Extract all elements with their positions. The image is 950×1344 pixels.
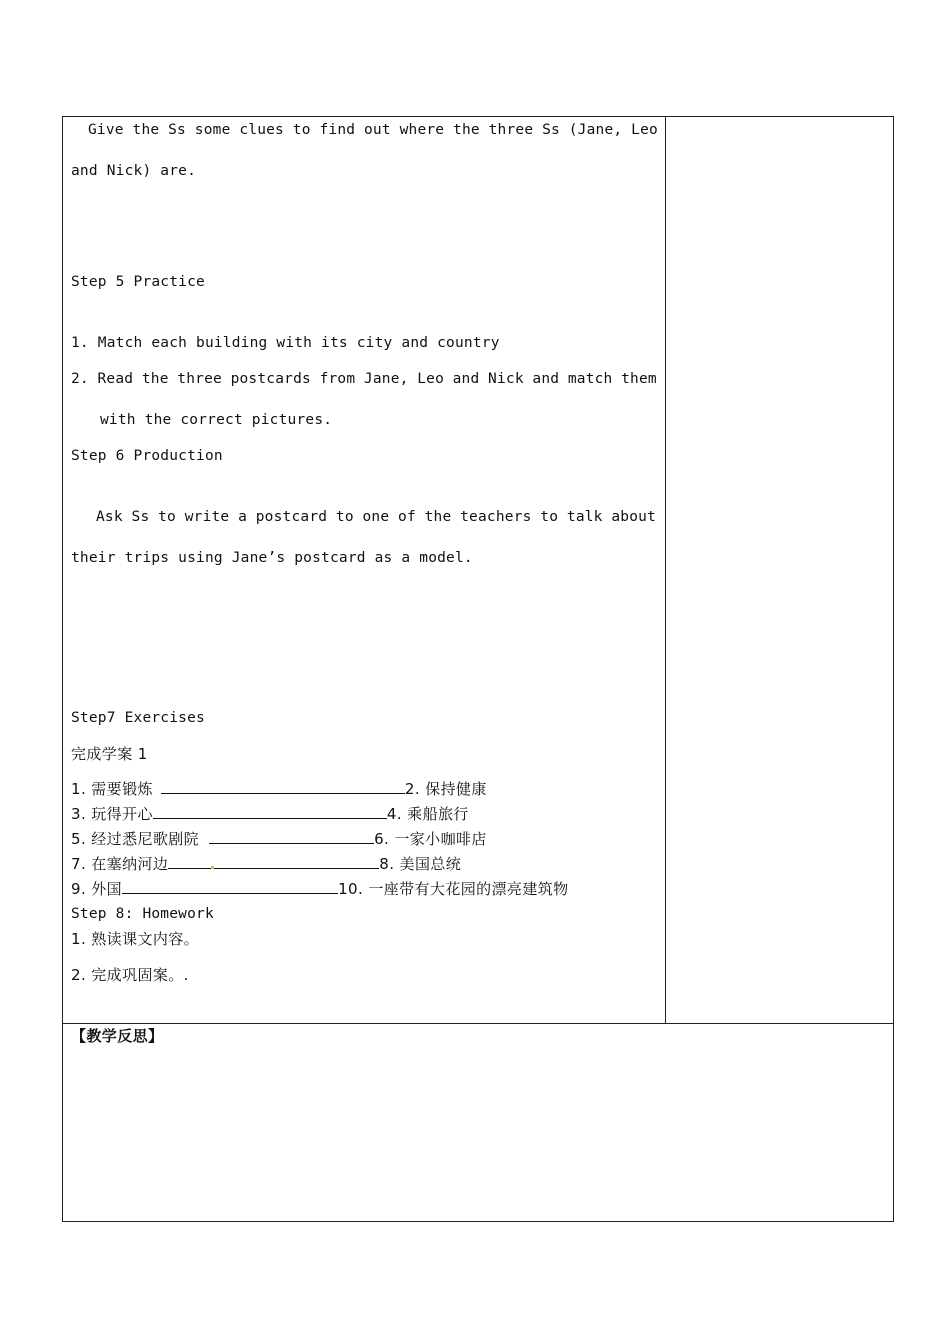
column-divider <box>665 116 666 1024</box>
step7-subtitle: 完成学案 1 <box>71 745 148 763</box>
word: match <box>567 371 613 387</box>
word: them <box>621 371 657 387</box>
word: talk <box>566 509 603 525</box>
step5-item2-line1 <box>71 369 657 389</box>
word: Ss <box>542 122 560 138</box>
word: postcards <box>230 371 311 387</box>
exercise-left: 9. 外国 <box>71 880 123 898</box>
exercise-right: 2. 保持健康 <box>404 780 487 798</box>
word: 2. <box>71 371 89 387</box>
row-divider <box>62 1023 894 1024</box>
word: Ss <box>168 122 186 138</box>
word: Ask <box>96 509 123 525</box>
exercise-row <box>71 804 469 824</box>
word: Give <box>88 122 124 138</box>
word: the <box>132 122 160 138</box>
answer-blank[interactable] <box>209 829 374 844</box>
word: (Jane, <box>568 122 623 138</box>
answer-blank[interactable] <box>122 879 338 894</box>
word: a <box>238 509 248 525</box>
word: some <box>194 122 231 138</box>
word: out <box>363 122 391 138</box>
word: to <box>292 122 311 138</box>
word: three <box>488 122 534 138</box>
exercise-row <box>71 829 487 849</box>
word: to <box>158 509 176 525</box>
word: Ss <box>131 509 150 525</box>
exercise-row <box>71 854 461 874</box>
clues-paragraph-line1 <box>88 120 658 140</box>
exercise-right: 6. 一家小咖啡店 <box>374 830 487 848</box>
word: Jane, <box>363 371 409 387</box>
reflection-title: 【教学反思】 <box>71 1027 164 1045</box>
word: to <box>335 509 354 525</box>
word: the <box>141 371 169 387</box>
word: of <box>398 509 416 525</box>
step5-item1: 1. Match each building with its city and country <box>71 335 500 351</box>
exercise-row <box>71 879 569 899</box>
exercise-right: 8. 美国总统 <box>379 855 462 873</box>
step5-item2-line2: with the correct pictures. <box>100 412 333 428</box>
answer-blank[interactable] <box>161 779 405 794</box>
word: teachers <box>460 509 532 525</box>
step8-title: Step 8: Homework <box>71 906 214 922</box>
exercise-left: 7. 在塞纳河边 <box>71 855 169 873</box>
word: from <box>319 371 356 387</box>
answer-blank[interactable] <box>168 854 379 869</box>
step5-title: Step 5 Practice <box>71 274 205 290</box>
word: the <box>453 122 480 138</box>
homework-item1: 1. 熟读课文内容。 <box>71 930 200 948</box>
answer-blank[interactable] <box>153 804 387 819</box>
word: write <box>184 509 230 525</box>
word: where <box>399 122 445 138</box>
step6-paragraph-line2: their trips using Jane’s postcard as a model. <box>71 550 473 566</box>
clues-paragraph-line2: and Nick) are. <box>71 163 197 179</box>
word: about <box>611 509 656 525</box>
word: to <box>540 509 559 525</box>
step6-title: Step 6 Production <box>71 448 223 464</box>
word: and <box>532 371 560 387</box>
word: find <box>319 122 356 138</box>
word: Leo <box>631 122 658 138</box>
word: Leo <box>417 371 444 387</box>
exercise-right: 4. 乘船旅行 <box>386 805 469 823</box>
exercise-left: 5. 经过悉尼歌剧院 <box>71 830 200 848</box>
homework-item2: 2. 完成巩固案。. <box>71 966 189 984</box>
word: and <box>452 371 480 387</box>
exercise-row <box>71 779 487 799</box>
exercise-right: 10. 一座带有大花园的漂亮建筑物 <box>338 880 569 898</box>
word: clues <box>239 122 284 138</box>
exercise-left: 3. 玩得开心 <box>71 805 153 823</box>
word: postcard <box>255 509 328 525</box>
step6-paragraph-line1 <box>96 507 656 527</box>
word: three <box>177 371 222 387</box>
word: the <box>424 509 452 525</box>
word: Read <box>97 371 134 387</box>
step7-title: Step7 Exercises <box>71 710 205 726</box>
exercise-left: 1. 需要锻炼 <box>71 780 153 798</box>
word: Nick <box>488 371 524 387</box>
word: one <box>362 509 390 525</box>
